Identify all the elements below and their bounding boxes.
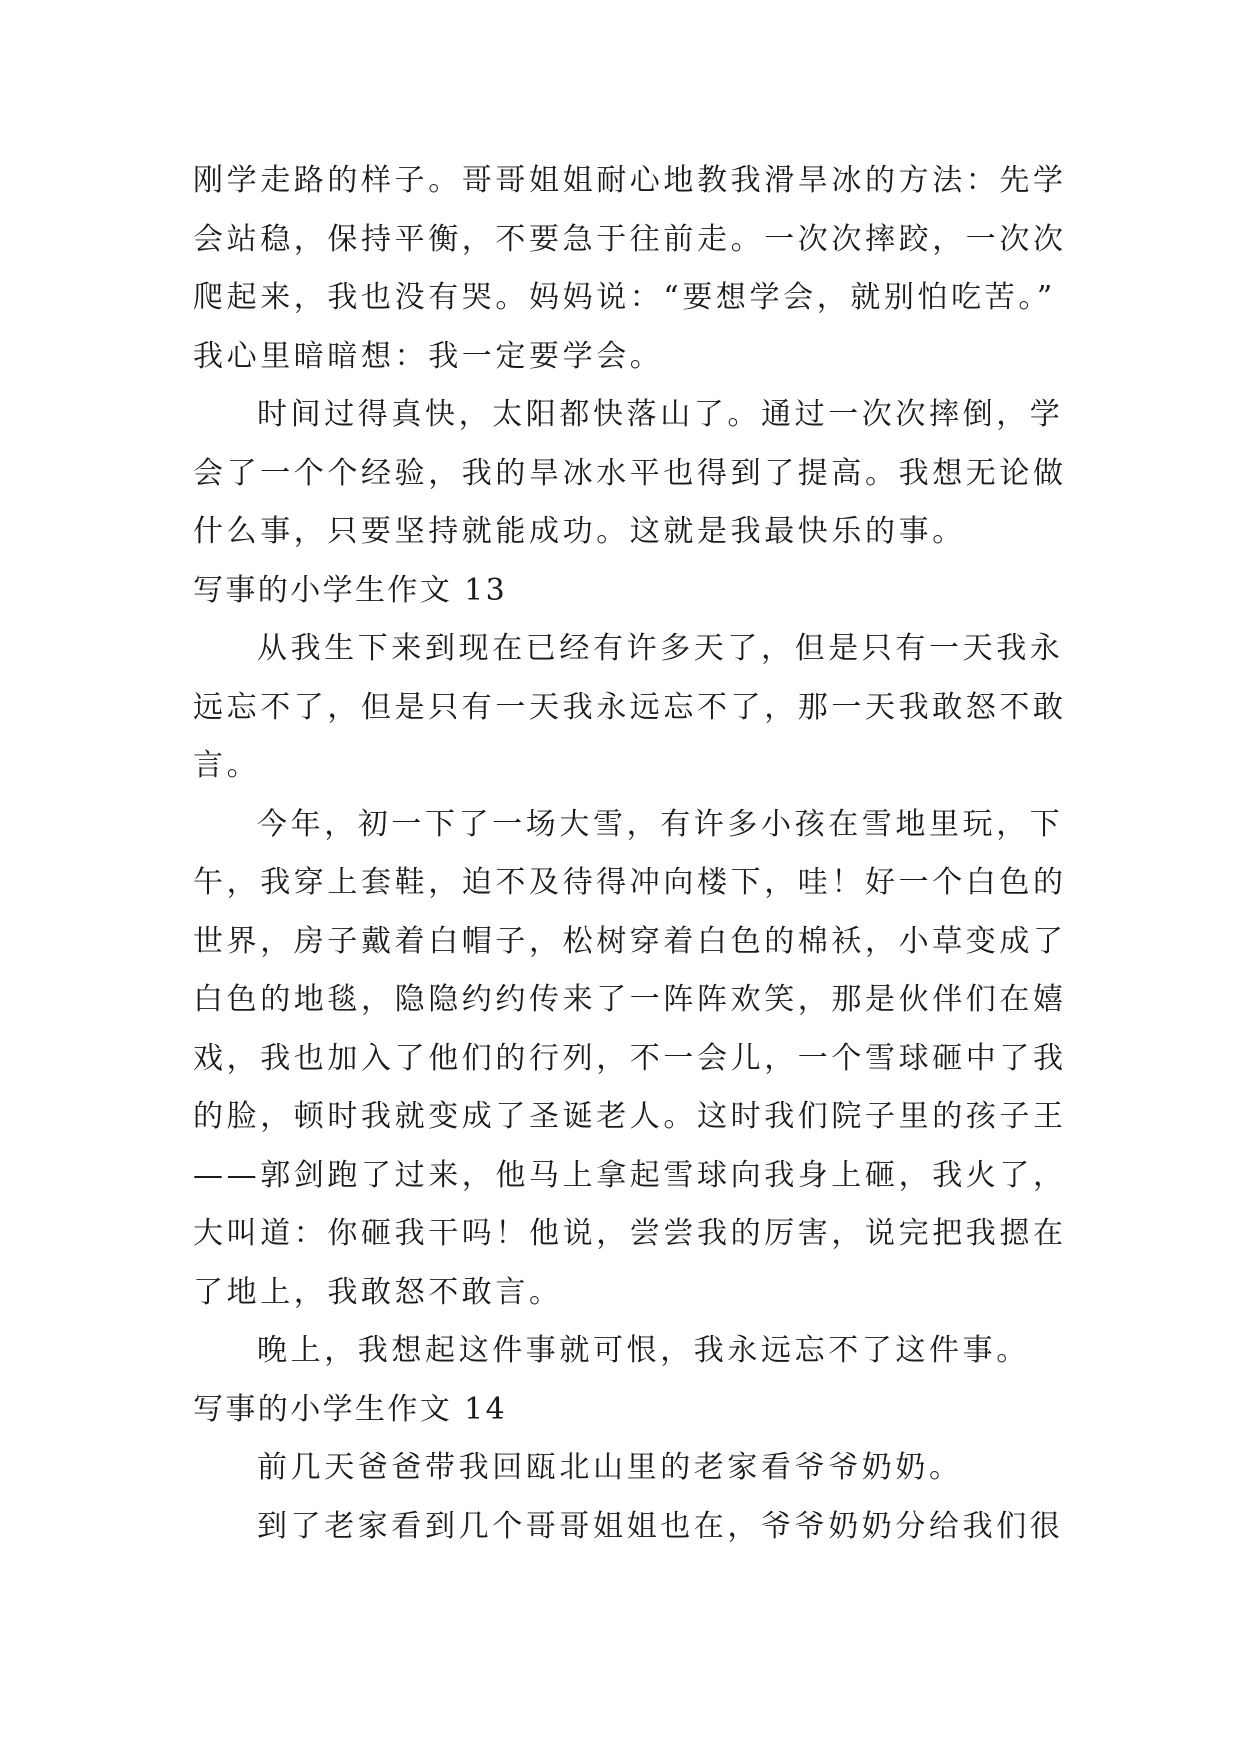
- text-line: 了地上，我敢怒不敢言。: [193, 1274, 563, 1310]
- text-line: 世界，房子戴着白帽子，松树穿着白色的棉袄，小草变成了: [193, 923, 1067, 959]
- text-line: 从我生下来到现在已经有许多天了，但是只有一天我永: [257, 631, 1064, 666]
- section-heading: 写事的小学生作文 14: [193, 1391, 508, 1427]
- text-line: 时间过得真快，太阳都快落山了。通过一次次摔倒，学: [257, 397, 1064, 432]
- text-line: 晚上，我想起这件事就可恨，我永远忘不了这件事。: [257, 1333, 1030, 1368]
- text-line: 会了一个个经验，我的旱冰水平也得到了提高。我想无论做: [193, 455, 1067, 491]
- text-line: 刚学走路的样子。哥哥姐姐耐心地教我滑旱冰的方法：先学: [193, 163, 1067, 198]
- text-line: ——郭剑跑了过来，他马上拿起雪球向我身上砸，我火了，: [193, 1157, 1067, 1193]
- text-line: 今年，初一下了一场大雪，有许多小孩在雪地里玩，下: [257, 806, 1064, 842]
- section-heading: 写事的小学生作文 13: [193, 572, 508, 608]
- text-line: 前几天爸爸带我回瓯北山里的老家看爷爷奶奶。: [257, 1450, 963, 1485]
- document-page: [193, 152, 1067, 1556]
- text-line: 言。: [193, 748, 261, 783]
- text-line: 戏，我也加入了他们的行列，不一会儿，一个雪球砸中了我: [193, 1040, 1067, 1076]
- text-line: 我心里暗暗想：我一定要学会。: [193, 338, 664, 374]
- text-line: 会站稳，保持平衡，不要急于往前走。一次次摔跤，一次次: [193, 221, 1067, 257]
- text-line: 什么事，只要坚持就能成功。这就是我最快乐的事。: [193, 514, 966, 549]
- text-line: 午，我穿上套鞋，迫不及待得冲向楼下，哇！好一个白色的: [193, 865, 1067, 900]
- text-line: 爬起来，我也没有哭。妈妈说：“要想学会，就别怕吃苦。”: [193, 280, 1056, 315]
- text-line: 远忘不了，但是只有一天我永远忘不了，那一天我敢怒不敢: [193, 689, 1067, 725]
- text-line: 的脸，顿时我就变成了圣诞老人。这时我们院子里的孩子王: [193, 1099, 1067, 1134]
- text-line: 白色的地毯，隐隐约约传来了一阵阵欢笑，那是伙伴们在嬉: [193, 982, 1067, 1017]
- text-line: 到了老家看到几个哥哥姐姐也在，爷爷奶奶分给我们很: [257, 1508, 1064, 1544]
- text-line: 大叫道：你砸我干吗！他说，尝尝我的厉害，说完把我摁在: [193, 1216, 1067, 1251]
